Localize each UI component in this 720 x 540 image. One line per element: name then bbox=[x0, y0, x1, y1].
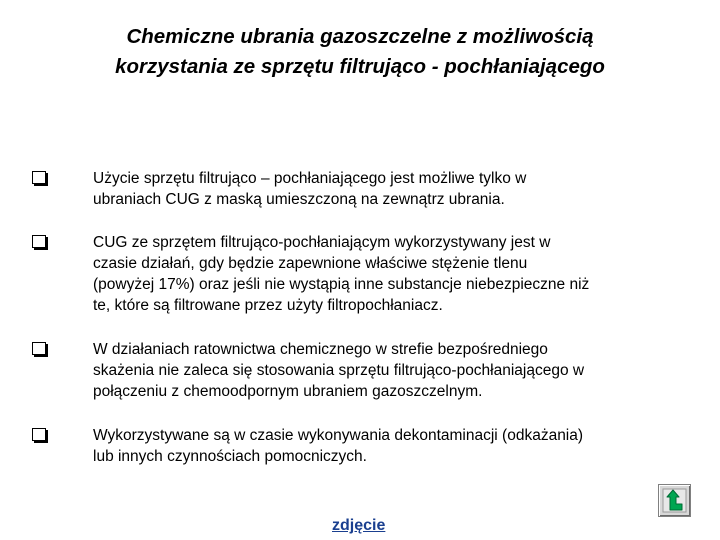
bullet-text-3 bbox=[93, 339, 678, 402]
checkbox-bullet-icon bbox=[32, 235, 49, 249]
bullet-line: Użycie sprzętu filtrująco – pochłaniającego jest możliwe tylko w bbox=[93, 170, 527, 187]
bullet-line: ubraniach CUG z maską umieszczoną na zewnątrz ubrania. bbox=[93, 191, 505, 208]
bullet-text-4 bbox=[93, 425, 678, 467]
bullet-line: skażenia nie zaleca się stosowania sprzętu filtrująco-pochłaniającego w bbox=[93, 362, 585, 379]
bullet-line: lub innych czynnościach pomocniczych. bbox=[93, 448, 367, 465]
bullet-line: połączeniu z chemoodpornym ubraniem gazoszczelnym. bbox=[93, 383, 483, 400]
bullet-line: czasie działań, gdy będzie zapewnione właściwe stężenie tlenu bbox=[93, 255, 528, 272]
return-button[interactable] bbox=[658, 484, 691, 517]
bullet-line: (powyżej 17%) oraz jeśli nie wystąpią inne substancje niebezpieczne niż bbox=[93, 276, 590, 293]
photo-link[interactable]: zdjęcie bbox=[332, 517, 386, 534]
slide-title-line-1: Chemiczne ubrania gazoszczelne z możliwością bbox=[126, 25, 594, 48]
bullet-line: Wykorzystywane są w czasie wykonywania dekontaminacji (odkażania) bbox=[93, 427, 584, 444]
checkbox-bullet-icon bbox=[32, 171, 49, 185]
checkbox-bullet-icon bbox=[32, 342, 49, 356]
bullet-text-1 bbox=[93, 168, 678, 210]
slide-title-line-2: korzystania ze sprzętu filtrująco - pochłaniającego bbox=[115, 55, 605, 78]
bullet-line: W działaniach ratownictwa chemicznego w strefie bezpośredniego bbox=[93, 341, 548, 358]
checkbox-bullet-icon bbox=[32, 428, 49, 442]
bullet-line: te, które są filtrowane przez użyty filtropochłaniacz. bbox=[93, 297, 443, 314]
bullet-line: CUG ze sprzętem filtrująco-pochłaniającym wykorzystywany jest w bbox=[93, 234, 551, 251]
bullet-text-2 bbox=[93, 232, 678, 316]
return-arrow-icon bbox=[662, 488, 687, 513]
